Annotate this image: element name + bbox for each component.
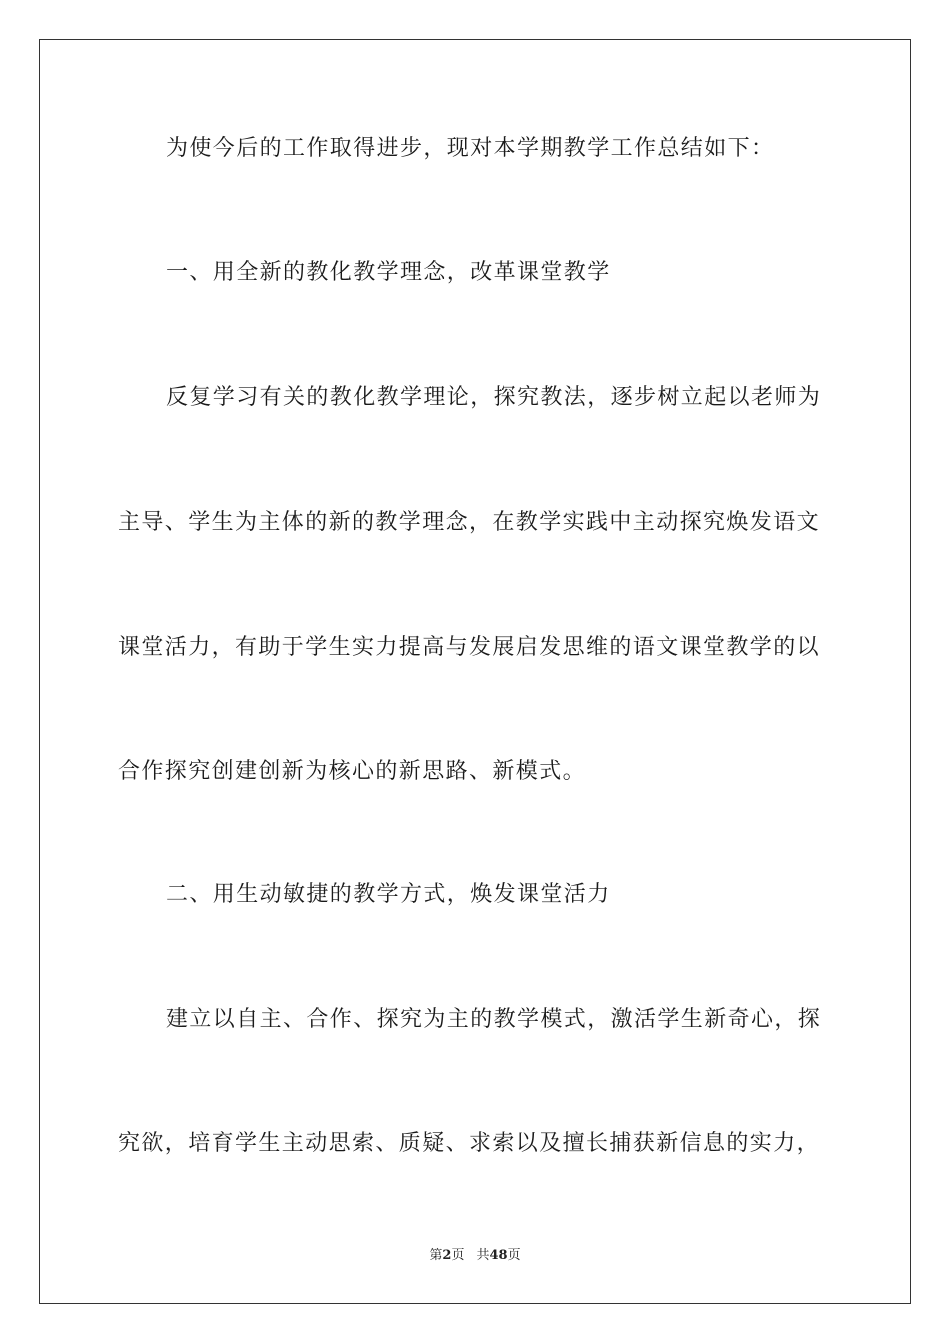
footer-page-number: 2 <box>442 1248 452 1263</box>
paragraph-intro-line: 为使今后的工作取得进步，现对本学期教学工作总结如下： <box>166 136 775 161</box>
paragraph-line: 课堂活力，有助于学生实力提高与发展启发思维的语文课堂教学的以 <box>118 635 821 660</box>
paragraph-line: 建立以自主、合作、探究为主的教学模式，激活学生新奇心，探 <box>166 1007 822 1032</box>
section-heading-two: 二、用生动敏捷的教学方式，焕发课堂活力 <box>166 882 611 907</box>
footer-page-prefix: 第 <box>429 1248 443 1263</box>
section-heading-one: 一、用全新的教化教学理念，改革课堂教学 <box>166 260 611 285</box>
footer-page-unit: 页 <box>451 1248 465 1263</box>
footer-total-pages: 48 <box>489 1248 508 1263</box>
footer-total-prefix: 共 <box>476 1248 490 1263</box>
page-footer <box>0 1247 950 1265</box>
paragraph-line: 主导、学生为主体的新的教学理念，在教学实践中主动探究焕发语文 <box>118 510 821 535</box>
paragraph-line: 合作探究创建创新为核心的新思路、新模式。 <box>118 759 587 784</box>
paragraph-line: 究欲，培育学生主动思索、质疑、求索以及擅长捕获新信息的实力， <box>118 1131 821 1156</box>
page-frame <box>39 39 911 1304</box>
footer-total-unit: 页 <box>507 1248 521 1263</box>
paragraph-line: 反复学习有关的教化教学理论，探究教法，逐步树立起以老师为 <box>166 385 822 410</box>
